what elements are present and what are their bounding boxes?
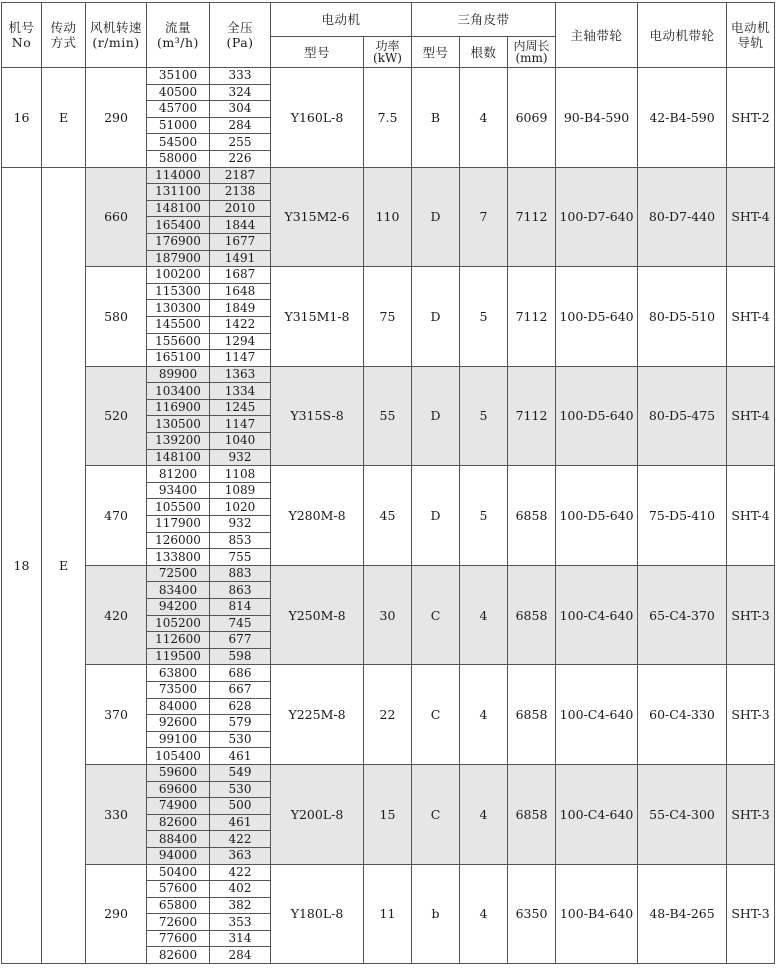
motor-pulley-cell: 80-D5-475: [638, 366, 727, 466]
flow-cell: 105500: [147, 499, 210, 516]
motor-model-cell: Y160L-8: [271, 68, 364, 168]
header-main-pulley: 主轴带轮: [556, 3, 638, 68]
flow-cell: 100200: [147, 267, 210, 284]
motor-rail-cell: SHT-4: [727, 167, 775, 267]
pressure-cell: 814: [210, 599, 271, 616]
pressure-cell: 226: [210, 150, 271, 167]
motor-power-cell: 11: [364, 864, 412, 964]
pressure-cell: 932: [210, 516, 271, 533]
belt-count-cell: 5: [460, 267, 508, 367]
pressure-cell: 461: [210, 814, 271, 831]
pressure-cell: 1648: [210, 283, 271, 300]
header-motor-rail: 电动机 导轨: [727, 3, 775, 68]
flow-cell: 145500: [147, 316, 210, 333]
motor-power-cell: 55: [364, 366, 412, 466]
speed-cell: 290: [86, 68, 147, 168]
header-motor-power: 功率 (kW): [364, 37, 412, 68]
motor-pulley-cell: 80-D7-440: [638, 167, 727, 267]
header-belt-model: 型号: [412, 37, 460, 68]
motor-pulley-cell: 55-C4-300: [638, 764, 727, 864]
flow-cell: 165400: [147, 217, 210, 234]
flow-cell: 165100: [147, 350, 210, 367]
pressure-cell: 1491: [210, 250, 271, 267]
header-motor-pulley: 电动机带轮: [638, 3, 727, 68]
flow-cell: 57600: [147, 881, 210, 898]
flow-cell: 155600: [147, 333, 210, 350]
pressure-cell: 1245: [210, 399, 271, 416]
header-drive: 传动 方式: [42, 3, 86, 68]
belt-count-cell: 5: [460, 366, 508, 466]
motor-model-cell: Y180L-8: [271, 864, 364, 964]
header-belt-count: 根数: [460, 37, 508, 68]
belt-count-cell: 4: [460, 565, 508, 665]
motor-power-cell: 7.5: [364, 68, 412, 168]
header-vbelt: 三角皮带: [412, 3, 556, 37]
belt-model-cell: C: [412, 764, 460, 864]
belt-length-cell: 6350: [508, 864, 556, 964]
flow-cell: 130500: [147, 416, 210, 433]
header-speed: 风机转速 (r/min): [86, 3, 147, 68]
belt-length-cell: 6858: [508, 665, 556, 765]
pressure-cell: 755: [210, 549, 271, 566]
motor-rail-cell: SHT-4: [727, 366, 775, 466]
main-pulley-cell: 100-D7-640: [556, 167, 638, 267]
main-pulley-cell: 100-D5-640: [556, 366, 638, 466]
motor-pulley-cell: 75-D5-410: [638, 466, 727, 566]
belt-model-cell: b: [412, 864, 460, 964]
motor-pulley-cell: 80-D5-510: [638, 267, 727, 367]
belt-model-cell: D: [412, 366, 460, 466]
motor-power-cell: 110: [364, 167, 412, 267]
header-machine-no: 机号 No: [2, 3, 42, 68]
main-pulley-cell: 100-C4-640: [556, 764, 638, 864]
pressure-cell: 1147: [210, 350, 271, 367]
belt-length-cell: 6858: [508, 466, 556, 566]
flow-cell: 51000: [147, 117, 210, 134]
pressure-cell: 314: [210, 930, 271, 947]
motor-model-cell: Y315M1-8: [271, 267, 364, 367]
pressure-cell: 2010: [210, 200, 271, 217]
machine-no-cell: 16: [2, 68, 42, 168]
belt-length-cell: 6858: [508, 565, 556, 665]
pressure-cell: 686: [210, 665, 271, 682]
flow-cell: 89900: [147, 366, 210, 383]
motor-rail-cell: SHT-2: [727, 68, 775, 168]
belt-model-cell: C: [412, 665, 460, 765]
table-row: [2, 167, 775, 184]
flow-cell: 116900: [147, 399, 210, 416]
flow-cell: 65800: [147, 897, 210, 914]
belt-model-cell: D: [412, 466, 460, 566]
pressure-cell: 382: [210, 897, 271, 914]
belt-count-cell: 7: [460, 167, 508, 267]
belt-length-cell: 6858: [508, 764, 556, 864]
flow-cell: 82600: [147, 814, 210, 831]
main-pulley-cell: 100-D5-640: [556, 466, 638, 566]
pressure-cell: 402: [210, 881, 271, 898]
pressure-cell: 363: [210, 847, 271, 864]
flow-cell: 72500: [147, 565, 210, 582]
drive-cell: E: [42, 167, 86, 964]
main-pulley-cell: 90-B4-590: [556, 68, 638, 168]
pressure-cell: 530: [210, 781, 271, 798]
flow-cell: 105400: [147, 748, 210, 765]
flow-cell: 54500: [147, 134, 210, 151]
flow-cell: 81200: [147, 466, 210, 483]
speed-cell: 420: [86, 565, 147, 665]
flow-cell: 115300: [147, 283, 210, 300]
flow-cell: 59600: [147, 764, 210, 781]
pressure-cell: 549: [210, 764, 271, 781]
flow-cell: 94000: [147, 847, 210, 864]
main-pulley-cell: 100-C4-640: [556, 665, 638, 765]
pressure-cell: 333: [210, 68, 271, 85]
pressure-cell: 1687: [210, 267, 271, 284]
speed-cell: 330: [86, 764, 147, 864]
speed-cell: 370: [86, 665, 147, 765]
pressure-cell: 863: [210, 582, 271, 599]
header-motor: 电动机: [271, 3, 412, 37]
pressure-cell: 853: [210, 532, 271, 549]
motor-model-cell: Y315M2-6: [271, 167, 364, 267]
machine-no-cell: 18: [2, 167, 42, 964]
pressure-cell: 883: [210, 565, 271, 582]
pressure-cell: 255: [210, 134, 271, 151]
speed-cell: 470: [86, 466, 147, 566]
pressure-cell: 677: [210, 632, 271, 649]
header-motor-model: 型号: [271, 37, 364, 68]
flow-cell: 77600: [147, 930, 210, 947]
flow-cell: 88400: [147, 831, 210, 848]
main-pulley-cell: 100-C4-640: [556, 565, 638, 665]
pressure-cell: 1089: [210, 482, 271, 499]
motor-rail-cell: SHT-3: [727, 764, 775, 864]
flow-cell: 187900: [147, 250, 210, 267]
pressure-cell: 284: [210, 117, 271, 134]
pressure-cell: 1147: [210, 416, 271, 433]
motor-power-cell: 75: [364, 267, 412, 367]
motor-rail-cell: SHT-3: [727, 864, 775, 964]
flow-cell: 50400: [147, 864, 210, 881]
table-row: [2, 565, 775, 582]
motor-rail-cell: SHT-4: [727, 267, 775, 367]
flow-cell: 58000: [147, 150, 210, 167]
pressure-cell: 745: [210, 615, 271, 632]
belt-model-cell: B: [412, 68, 460, 168]
pressure-cell: 1040: [210, 433, 271, 450]
flow-cell: 148100: [147, 449, 210, 466]
flow-cell: 148100: [147, 200, 210, 217]
speed-cell: 520: [86, 366, 147, 466]
table-row: [2, 764, 775, 781]
flow-cell: 99100: [147, 731, 210, 748]
flow-cell: 93400: [147, 482, 210, 499]
table-row: [2, 267, 775, 284]
flow-cell: 82600: [147, 947, 210, 964]
flow-cell: 92600: [147, 715, 210, 732]
table-row: [2, 366, 775, 383]
flow-cell: 112600: [147, 632, 210, 649]
flow-cell: 126000: [147, 532, 210, 549]
motor-power-cell: 45: [364, 466, 412, 566]
flow-cell: 117900: [147, 516, 210, 533]
pressure-cell: 1844: [210, 217, 271, 234]
pressure-cell: 461: [210, 748, 271, 765]
pressure-cell: 422: [210, 864, 271, 881]
belt-model-cell: D: [412, 267, 460, 367]
pressure-cell: 353: [210, 914, 271, 931]
pressure-cell: 579: [210, 715, 271, 732]
flow-cell: 130300: [147, 300, 210, 317]
belt-model-cell: D: [412, 167, 460, 267]
table-row: [2, 665, 775, 682]
pressure-cell: 1020: [210, 499, 271, 516]
flow-cell: 73500: [147, 681, 210, 698]
pressure-cell: 598: [210, 648, 271, 665]
speed-cell: 660: [86, 167, 147, 267]
drive-cell: E: [42, 68, 86, 168]
pressure-cell: 667: [210, 681, 271, 698]
motor-power-cell: 22: [364, 665, 412, 765]
speed-cell: 580: [86, 267, 147, 367]
flow-cell: 176900: [147, 233, 210, 250]
pressure-cell: 2138: [210, 184, 271, 201]
pressure-cell: 530: [210, 731, 271, 748]
belt-count-cell: 4: [460, 665, 508, 765]
motor-pulley-cell: 60-C4-330: [638, 665, 727, 765]
speed-cell: 290: [86, 864, 147, 964]
motor-model-cell: Y280M-8: [271, 466, 364, 566]
motor-model-cell: Y250M-8: [271, 565, 364, 665]
flow-cell: 84000: [147, 698, 210, 715]
flow-cell: 40500: [147, 84, 210, 101]
flow-cell: 133800: [147, 549, 210, 566]
belt-length-cell: 7112: [508, 267, 556, 367]
motor-model-cell: Y200L-8: [271, 764, 364, 864]
pressure-cell: 284: [210, 947, 271, 964]
flow-cell: 72600: [147, 914, 210, 931]
header-flow: 流量 (m³/h): [147, 3, 210, 68]
motor-power-cell: 15: [364, 764, 412, 864]
fan-spec-table: [1, 2, 775, 964]
pressure-cell: 1849: [210, 300, 271, 317]
flow-cell: 103400: [147, 383, 210, 400]
pressure-cell: 1334: [210, 383, 271, 400]
belt-count-cell: 4: [460, 764, 508, 864]
table-row: [2, 68, 775, 85]
flow-cell: 45700: [147, 101, 210, 118]
motor-model-cell: Y315S-8: [271, 366, 364, 466]
motor-power-cell: 30: [364, 565, 412, 665]
flow-cell: 63800: [147, 665, 210, 682]
flow-cell: 69600: [147, 781, 210, 798]
main-pulley-cell: 100-D5-640: [556, 267, 638, 367]
header-belt-length: 内周长 (mm): [508, 37, 556, 68]
flow-cell: 131100: [147, 184, 210, 201]
pressure-cell: 628: [210, 698, 271, 715]
main-pulley-cell: 100-B4-640: [556, 864, 638, 964]
table-row: [2, 466, 775, 483]
motor-model-cell: Y225M-8: [271, 665, 364, 765]
flow-cell: 119500: [147, 648, 210, 665]
flow-cell: 105200: [147, 615, 210, 632]
flow-cell: 35100: [147, 68, 210, 85]
belt-length-cell: 6069: [508, 68, 556, 168]
pressure-cell: 2187: [210, 167, 271, 184]
motor-pulley-cell: 48-B4-265: [638, 864, 727, 964]
flow-cell: 139200: [147, 433, 210, 450]
pressure-cell: 500: [210, 798, 271, 815]
header-pressure: 全压 (Pa): [210, 3, 271, 68]
table-body: [2, 3, 775, 964]
flow-cell: 83400: [147, 582, 210, 599]
pressure-cell: 1363: [210, 366, 271, 383]
table-row: [2, 864, 775, 881]
pressure-cell: 324: [210, 84, 271, 101]
belt-length-cell: 7112: [508, 167, 556, 267]
belt-count-cell: 4: [460, 68, 508, 168]
motor-rail-cell: SHT-3: [727, 665, 775, 765]
belt-model-cell: C: [412, 565, 460, 665]
motor-rail-cell: SHT-4: [727, 466, 775, 566]
belt-count-cell: 5: [460, 466, 508, 566]
motor-pulley-cell: 65-C4-370: [638, 565, 727, 665]
pressure-cell: 932: [210, 449, 271, 466]
flow-cell: 114000: [147, 167, 210, 184]
pressure-cell: 304: [210, 101, 271, 118]
pressure-cell: 1108: [210, 466, 271, 483]
pressure-cell: 1422: [210, 316, 271, 333]
pressure-cell: 422: [210, 831, 271, 848]
belt-count-cell: 4: [460, 864, 508, 964]
pressure-cell: 1677: [210, 233, 271, 250]
motor-pulley-cell: 42-B4-590: [638, 68, 727, 168]
flow-cell: 94200: [147, 599, 210, 616]
belt-length-cell: 7112: [508, 366, 556, 466]
flow-cell: 74900: [147, 798, 210, 815]
motor-rail-cell: SHT-3: [727, 565, 775, 665]
pressure-cell: 1294: [210, 333, 271, 350]
